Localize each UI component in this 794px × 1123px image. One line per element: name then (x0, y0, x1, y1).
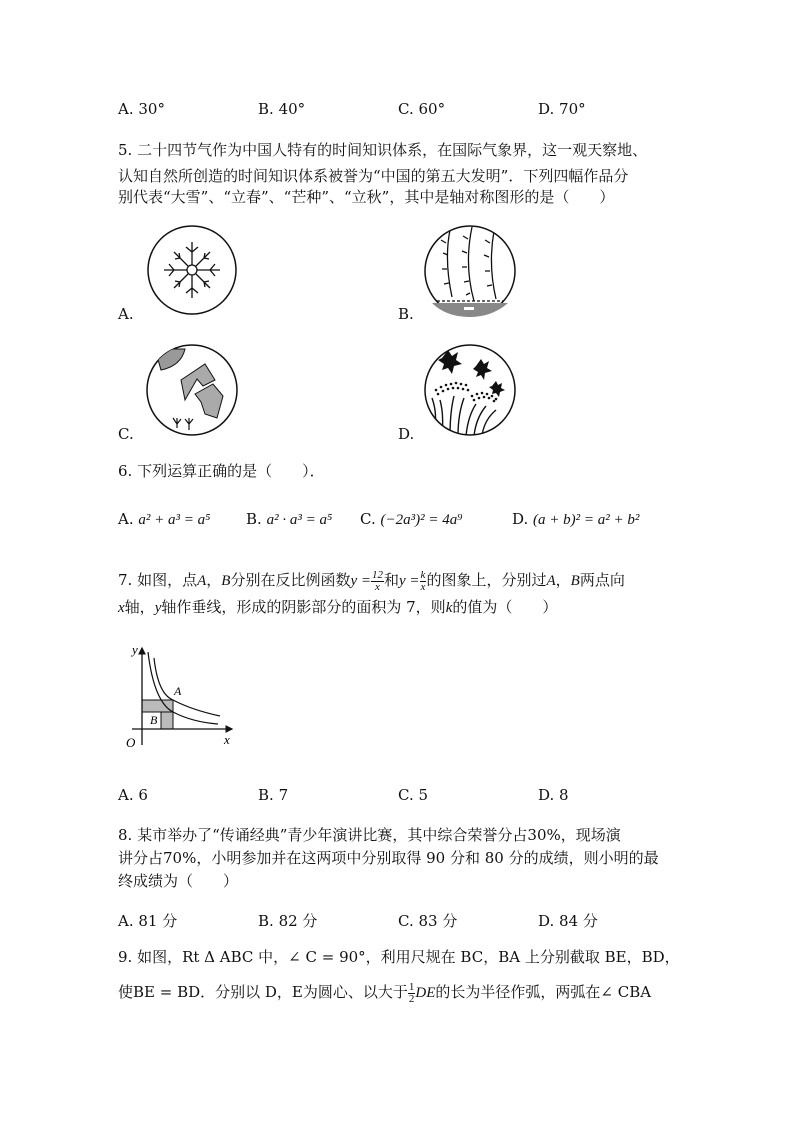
q8-option-a: A. 81 分 (118, 912, 178, 930)
q8-line-3: 终成绩为（ ） (118, 872, 239, 890)
q5-fig-label-d: D. (398, 425, 415, 443)
q7-line-1: 7. 如图，点A，B分别在反比例函数y = $\frac{12}{x}$ 和y = $\frac{k}{x}$ 的图象上，分别过A，B两点向 (118, 568, 625, 593)
q5-fig-label-b: B. (398, 305, 414, 323)
point-a-label: A (174, 684, 182, 698)
q5-fig-label-a: A. (118, 305, 134, 323)
q8-line-2: 讲分占70%，小明参加并在这两项中分别取得 90 分和 80 分的成绩，则小明的最 (118, 849, 659, 867)
q9-line-2: 使BE = BD．分别以 D，E为圆心、以大于 $\frac{1}{2}$ DE的长为半径作弧，两弧在∠ CBA (118, 980, 652, 1005)
maple-figure (422, 344, 520, 438)
origin-label: O (126, 735, 136, 750)
q8-option-d: D. 84 分 (538, 912, 598, 930)
q5-line-3: 别代表“大雪”、“立春”、“芒种”、“立秋”，其中是轴对称图形的是（ ） (118, 188, 615, 206)
q6-option-a: A. a² + a³ = a⁵ (118, 510, 211, 528)
q8-option-c: C. 83 分 (398, 912, 458, 930)
sprout-figure (145, 344, 241, 438)
q5-line-2: 认知自然所创造的时间知识体系被誉为“中国的第五大发明”．下列四幅作品分 (118, 167, 629, 185)
x-axis-label: x (224, 732, 230, 747)
q6-option-b: B. a² · a³ = a⁵ (246, 510, 333, 528)
q5-fig-label-c: C. (118, 425, 134, 443)
y-axis-label: y (132, 642, 138, 657)
q4-option-a: A. 30° (118, 100, 165, 118)
q4-option-b: B. 40° (258, 100, 306, 118)
q6-stem: 6. 下列运算正确的是（ ）． (118, 462, 325, 480)
q7-option-a: A. 6 (118, 786, 148, 804)
q8-line-1: 8. 某市举办了“传诵经典”青少年演讲比赛，其中综合荣誉分占30%，现场演 (118, 826, 621, 844)
q9-line-1: 9. 如图，Rt Δ ABC 中，∠ C = 90°，利用尺规在 BC，BA 上分别截取 BE，BD， (118, 948, 680, 966)
snowflake-figure (145, 225, 241, 317)
q6-option-c: C. (−2a³)² = 4a⁹ (360, 510, 463, 528)
q7-line-2: x轴，y轴作垂线，形成的阴影部分的面积为 7，则k的值为（ ） (118, 598, 558, 616)
q4-option-d: D. 70° (538, 100, 586, 118)
q7-option-d: D. 8 (538, 786, 569, 804)
willow-figure (422, 225, 520, 319)
q7-option-b: B. 7 (258, 786, 289, 804)
point-b-label: B (150, 713, 158, 727)
q4-option-c: C. 60° (398, 100, 446, 118)
q7-graph (120, 640, 240, 752)
q6-option-d: D. (a + b)² = a² + b² (512, 510, 640, 528)
q8-option-b: B. 82 分 (258, 912, 318, 930)
q7-option-c: C. 5 (398, 786, 429, 804)
q5-line-1: 5. 二十四节气作为中国人特有的时间知识体系，在国际气象界，这一观天察地、 (118, 141, 648, 159)
